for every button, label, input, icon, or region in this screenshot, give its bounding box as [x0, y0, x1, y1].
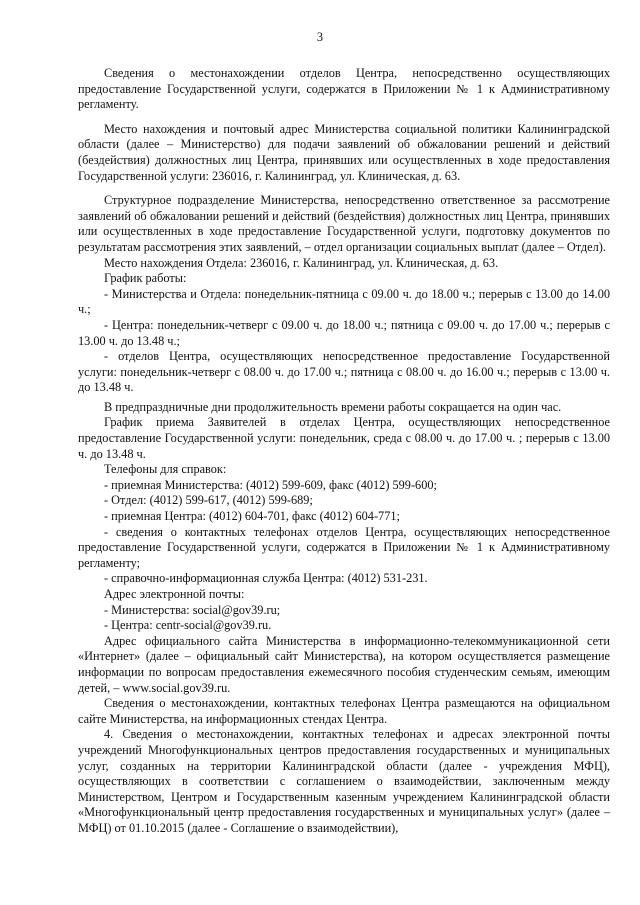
- paragraph-schedule-heading: График работы:: [104, 271, 187, 286]
- paragraph-phone-center: - приемная Центра: (4012) 604-701, факс (4012) 604-771;: [104, 509, 400, 524]
- paragraph-schedule-ministry: - Министерства и Отдела: понедельник-пятница с 09.00 ч. до 18.00 ч.; перерыв с 13.00 до 14.00 ч.;: [78, 286, 610, 317]
- paragraph-official-site: Адрес официального сайта Министерства в информационно-телекоммуникационной сети «Интернет» (далее – официальный сайт Министерства), на котором осуществляется размещение информации по вопросам предоставления ежемесячного пособия студенческим семьям, имеющим детей, – www.social.gov39.ru.: [78, 633, 610, 695]
- paragraph-schedule-center-departments: - отделов Центра, осуществляющих непосредственное предоставление Государственной услуги: понедельник-четверг с 08.00 ч. до 17.00 ч.; пятница с 08.00 ч. до 16.00 ч.; перерыв с 13.00 ч. до 13.48 ч.: [78, 349, 610, 395]
- paragraph-department-location: Место нахождения Отдела: 236016, г. Калининград, ул. Клиническая, д. 63.: [104, 255, 499, 270]
- page-number: 3: [316, 30, 324, 44]
- paragraph-center-contacts-placement: Сведения о местонахождении, контактных телефонах Центра размещаются на официальном сайте Министерства, на информационных стендах Центра.: [78, 696, 610, 726]
- paragraph-reception-schedule: График приема Заявителей в отделах Центра, осуществляющих непосредственное предоставление Государственной услуги: понедельник, среда с 08.00 ч. до 17.00 ч. ; перерыв с 13.00 ч. до 13.48 ч.: [78, 415, 610, 461]
- paragraph-phones-heading: Телефоны для справок:: [104, 462, 227, 477]
- paragraph-mfc-info: 4. Сведения о местонахождении, контактных телефонах и адресах электронной почты учреждений Многофункциональных центров предоставления государственных и муниципальных услуг, созданных на территории Калининградской области (далее - учреждения МФЦ), осуществляющих в соответствии с соглашением о взаимодействии, заключенным между Министерством, Центром и Государственным казенным учреждением Калининградской области «Многофункциональный центр предоставления государственных и муниципальных услуг» (далее – МФЦ) от 01.10.2015 (далее - Соглашение о взаимодействии),: [78, 727, 610, 835]
- paragraph-pre-holiday: В предпраздничные дни продолжительность времени работы сокращается на один час.: [104, 399, 562, 414]
- paragraph-phone-ministry: - приемная Министерства: (4012) 599-609, факс (4012) 599-600;: [104, 477, 437, 492]
- paragraph-email-ministry: - Министерства: social@gov39.ru;: [104, 602, 281, 617]
- paragraph-responsible-unit: Структурное подразделение Министерства, непосредственно ответственное за рассмотрение заявлений об обжаловании решений и действий (бездействия) должностных лиц Центра, принявших или осуществленных в ходе предоставление Государственной услуги, подготовку документов по результатам рассмотрения этих заявлений, – отдел организации социальных выплат (далее – Отдел).: [78, 193, 610, 254]
- paragraph-info-service: - справочно-информационная служба Центра: (4012) 531-231.: [104, 571, 428, 586]
- paragraph-schedule-center: - Центра: понедельник-четверг с 09.00 ч. до 18.00 ч.; пятница с 09.00 ч. до 17.00 ч.; перерыв с 13.00 ч. до 13.48 ч.;: [78, 317, 610, 348]
- paragraph-email-center: - Центра: centr-social@gov39.ru.: [104, 618, 272, 633]
- paragraph-departments-info: Сведения о местонахождении отделов Центра, непосредственно осуществляющих предоставление Государственной услуги, содержатся в Приложении № 1 к Административному регламенту.: [78, 66, 610, 112]
- paragraph-ministry-address: Место нахождения и почтовый адрес Министерства социальной политики Калининградской области (далее – Министерство) для подачи заявлений об обжаловании решений и действий (бездействия) должностных лиц Центра, принявших или осуществленных в ходе предоставления Государственной услуги: 236016, г. Калининград, ул. Клиническая, д. 63.: [78, 121, 610, 183]
- paragraph-phone-center-departments: - сведения о контактных телефонах отделов Центра, осуществляющих непосредственное предоставление Государственной услуги, содержатся в Приложении № 1 к Административному регламенту;: [78, 524, 610, 570]
- paragraph-email-heading: Адрес электронной почты:: [104, 587, 245, 601]
- paragraph-phone-department: - Отдел: (4012) 599-617, (4012) 599-689;: [104, 493, 313, 508]
- document-body: [78, 66, 610, 837]
